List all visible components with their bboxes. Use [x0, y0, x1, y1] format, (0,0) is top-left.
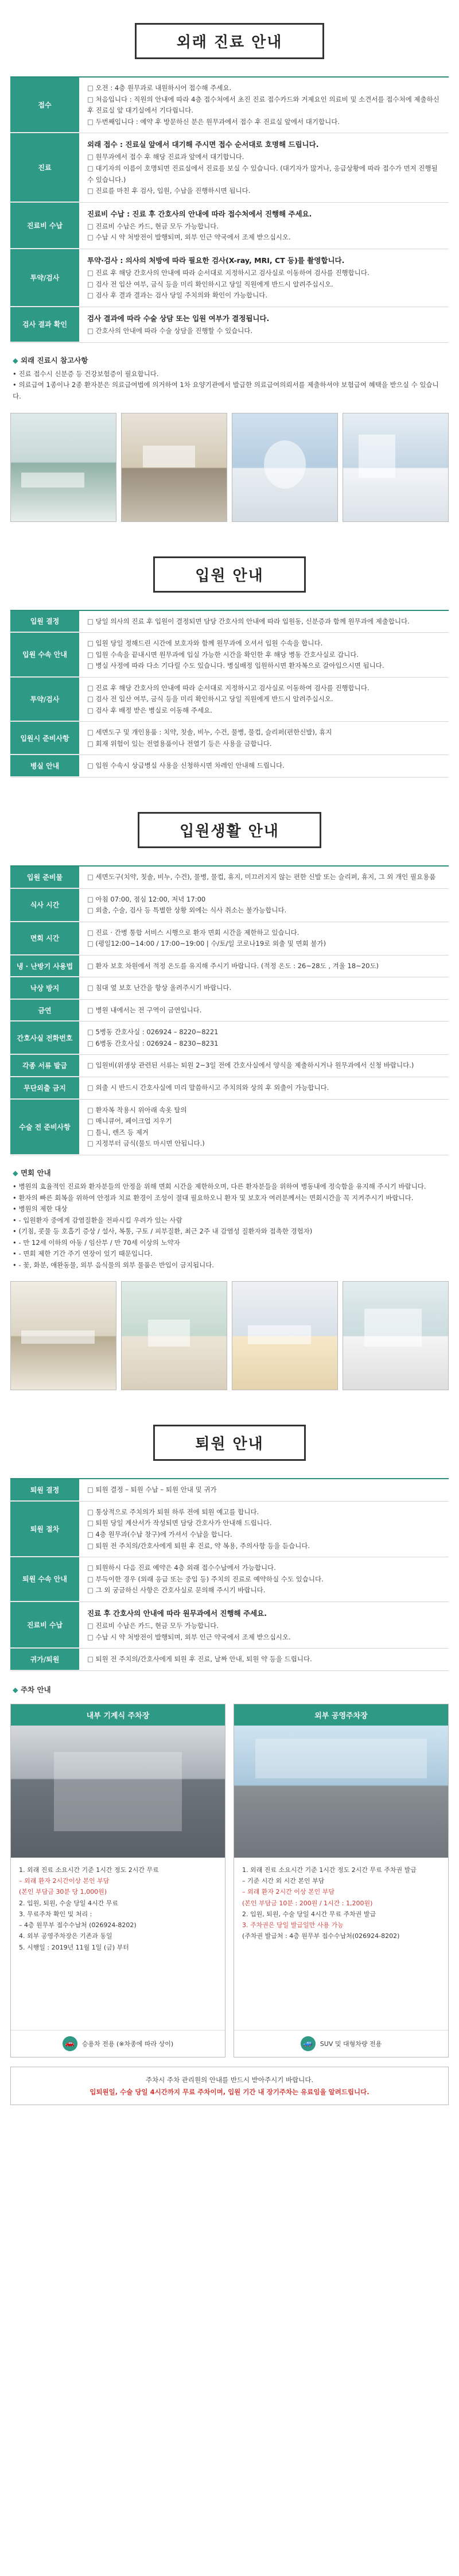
row-item: □ 5병동 간호사실 : 026924 – 8220~8221: [87, 1027, 441, 1038]
parking-item: – 외래 환자 2시간이상 본인 부담: [19, 1877, 110, 1885]
row-content: [79, 956, 449, 977]
row-label: 투약/검사: [10, 249, 79, 307]
row-label: 진료비 수납: [10, 203, 79, 249]
inpatient-table: [10, 865, 449, 1155]
external-parking-list: [234, 1858, 448, 2030]
parking-item: 3. 무료주차 확인 및 처리 :: [19, 1910, 92, 1918]
parking-columns: [10, 1704, 449, 2057]
parking-item: 5. 시행일 : 2019년 11월 1일 (금) 부터: [19, 1943, 129, 1951]
outpatient-table: [10, 76, 449, 343]
parking-item: (주차권 발급처 : 4층 원무부 접수수납처(026924-8202): [242, 1932, 400, 1940]
row-item: □ 진료비 수납은 카드, 현금 모두 가능합니다.: [87, 1620, 441, 1632]
parking-item: – 기준 시간 외 시간 본인 부담: [242, 1877, 325, 1885]
row-item: □ 검사 후 결과 결과는 검사 당일 주치의와 확인이 가능합니다.: [87, 290, 441, 301]
info-row: [10, 755, 449, 778]
info-row: [10, 1100, 449, 1155]
row-heading: 투약·검사 : 의사의 처방에 따라 필요한 검사(X-ray, MRI, CT 등)를 촬영합니다.: [87, 256, 345, 265]
parking-item: (본인 부담금 10분 : 200원 / 1시간 : 1,200원): [242, 1899, 373, 1907]
info-row: [10, 133, 449, 202]
discharge-table: [10, 1478, 449, 1670]
info-row: [10, 1602, 449, 1649]
row-item: □ 수납 시 약 처방전이 발행되며, 외부 인근 약국에서 조제 받으십시오.: [87, 1632, 441, 1643]
info-row: [10, 1479, 449, 1502]
row-item: □ 퇴원 전 주치의/간호사에게 퇴원 후 진료, 날짜 안내, 퇴원 약 등을 드립니다.: [87, 1654, 441, 1665]
info-row: [10, 611, 449, 633]
row-content: [79, 203, 449, 249]
parking-note: [13, 1684, 446, 1696]
row-item: □ 환자 보호 차원에서 적정 온도를 유지해 주시기 바랍니다. (적정 온도 : 26~28도 , 겨울 18~20도): [87, 961, 441, 972]
info-row: [10, 867, 449, 889]
row-content: [79, 1000, 449, 1022]
info-row: [10, 1557, 449, 1602]
sedan-only-label: 승용차 전용 (※차종에 따라 상이): [81, 2040, 174, 2048]
row-item: □ 오전 : 4층 원무과로 내원하시어 접수해 주세요.: [87, 83, 441, 94]
info-row: [10, 977, 449, 1000]
row-heading: 진료 후 간호사의 안내에 따라 원무과에서 진행해 주세요.: [87, 1608, 267, 1618]
xray-room-photo: [343, 413, 449, 522]
info-row: [10, 249, 449, 307]
car-icon: 🚗: [63, 2036, 77, 2051]
row-item: □ 진료 · 간병 통합 서비스 시행으로 환자 면회 시간을 제한하고 있습니다.: [87, 927, 441, 939]
row-label: 냉 · 난방기 사용법: [10, 956, 79, 977]
info-row: [10, 78, 449, 133]
row-item: □ 퇴원 전 주치의/간호사에게 퇴원 후 진료, 약 복용, 주의사항 등을 듣습니다.: [87, 1541, 441, 1552]
row-content: [79, 755, 449, 777]
parking-item: – 4층 원무부 접수수납처 (026924-8202): [19, 1921, 137, 1929]
row-label: 입원시 준비사항: [10, 722, 79, 755]
row-content: [79, 633, 449, 677]
outpatient-note-item: • 의료급여 1종이나 2종 환자분은 의료급여법에 의거하여 1차 요양기관에서 발급한 의료급여의뢰서를 제출하셔야 보험급여 혜택을 받으실 수 있습니다.: [13, 380, 446, 402]
row-content: [79, 133, 449, 202]
row-content: [79, 78, 449, 133]
row-label: 식사 시간: [10, 889, 79, 922]
row-item: □ 검사 후 배정 받은 병실로 이동해 주세요.: [87, 705, 441, 717]
row-item: □ 원무과에서 접수 후 해당 진료과 앞에서 대기합니다.: [87, 152, 441, 163]
row-label: 퇴원 절차: [10, 1502, 79, 1557]
info-row: [10, 1055, 449, 1077]
row-label: 입원 수속 안내: [10, 633, 79, 677]
external-parking-photo: [234, 1726, 448, 1858]
admission-table: [10, 610, 449, 778]
row-item: □ (평일12:00~14:00 / 17:00~19:00 | 수/토/일 코로나19로 외출 및 면회 불가): [87, 938, 441, 950]
info-row: [10, 722, 449, 755]
parking-item: 2. 입원, 퇴원, 수술 당일 4시간 무료 주차권 발급: [242, 1910, 376, 1918]
row-label: 진료: [10, 133, 79, 202]
admission-section-title: [0, 522, 459, 610]
internal-parking-list: [11, 1858, 225, 2030]
row-content: [79, 249, 449, 307]
outpatient-note-title: ◆ 외래 진료시 참고사항: [13, 354, 446, 366]
row-item: □ 환자복 착용시 위아래 속옷 탈의: [87, 1105, 441, 1116]
info-row: [10, 678, 449, 722]
inpatient-title: 입원생활 안내: [138, 812, 321, 848]
row-label: 접수: [10, 78, 79, 133]
parking-item: 1. 외래 진료 소요시간 기준 1시간 정도 2시간 무료: [19, 1866, 159, 1874]
row-item: □ 진료비 수납은 카드, 현금 모두 가능합니다.: [87, 221, 441, 233]
row-label: 귀가/퇴원: [10, 1649, 79, 1670]
row-item: □ 입원 수속을 끝내시면 원무과에 입실 가능한 시간을 확인한 후 해당 병동 간호사실로 갑니다.: [87, 649, 441, 661]
row-item: □ 병실 사정에 따라 다소 기다릴 수도 있습니다. 병실배정 입원하시면 환자복으로 갈아입으시면 됩니다.: [87, 660, 441, 672]
visit-note-item: • - 입원환자 중에게 감염질환을 전파시킬 우려가 있는 사람: [13, 1215, 446, 1227]
row-label: 금연: [10, 1000, 79, 1022]
visit-note-item: • - 꽃, 화분, 애완동물, 외부 음식물의 외부 물품은 반입이 금지됩니다.: [13, 1260, 446, 1271]
info-row: [10, 1022, 449, 1055]
internal-parking: [10, 1704, 225, 2057]
row-item: □ 입원 수속시 상급병실 사용을 신청하시면 차레인 안내해 드립니다.: [87, 760, 441, 772]
row-item: □ 수납 시 약 처방전이 발행되며, 외부 인근 약국에서 조제 받으십시오.: [87, 232, 441, 243]
row-content: [79, 977, 449, 999]
row-label: 투약/검사: [10, 678, 79, 722]
row-item: □ 회재 위험이 있는 전열용품이나 전열기 등은 사용을 금합니다.: [87, 738, 441, 750]
row-heading: 진료비 수납 : 진료 후 간호사의 안내에 따라 접수처에서 진행해 주세요.: [87, 209, 312, 218]
ward-photos: [10, 1281, 449, 1390]
row-item: □ 검사 전 입산 여부, 금식 등을 미리 확인하시고 당일 직원에게 반드시 알려주십시오.: [87, 694, 441, 705]
admission-title: 입원 안내: [153, 556, 306, 593]
row-item: □ 외출 시 반드시 간호사실에 미리 말씀하시고 주치의와 상의 후 외출이 가능합니다.: [87, 1082, 441, 1094]
row-item: □ 지정부터 금식(물도 마시면 안됩니다.): [87, 1138, 441, 1150]
row-item: □ 대기자의 이름이 호명되면 진료실에서 진료를 보실 수 있습니다. (대기자가 많거나, 응급상황에 따라 접수가 먼저 진행될 수 있습니다.): [87, 163, 441, 185]
parking-footer-line1: 주차시 주차 관리원의 안내를 반드시 받아주시기 바랍니다.: [145, 2075, 314, 2084]
row-heading: 검사 결과에 따라 수술 상담 또는 입원 여부가 결정됩니다.: [87, 314, 270, 323]
inpatient-section-title: [0, 778, 459, 865]
info-row: [10, 203, 449, 249]
row-item: □ 입원비(위생상 관련된 서류는 퇴원 2~3일 전에 간호사실에서 양식을 제출하시거나 원무과에서 신청 바랍니다.): [87, 1060, 441, 1072]
lounge-photo: [343, 1281, 449, 1390]
row-content: [79, 867, 449, 888]
row-content: [79, 1649, 449, 1670]
sedan-only: [11, 2030, 225, 2057]
row-label: 면회 시간: [10, 922, 79, 955]
info-row: [10, 307, 449, 343]
info-row: [10, 922, 449, 956]
ward-photo: [10, 1281, 116, 1390]
row-item: □ 통상적으로 주치의가 퇴원 하루 전에 퇴원 예고를 합니다.: [87, 1507, 441, 1518]
info-row: [10, 956, 449, 978]
row-content: [79, 1055, 449, 1077]
row-item: □ 병원 내에서는 전 구역이 금연입니다.: [87, 1005, 441, 1016]
discharge-title: 퇴원 안내: [153, 1425, 306, 1461]
suv-only: [234, 2030, 448, 2057]
parking-item: 3. 주차권은 당일 발급일만 사용 가능: [242, 1921, 344, 1929]
row-item: □ 입원 당일 정해드린 시간에 보호자와 함께 원무과에 오셔서 입원 수속을 합니다.: [87, 638, 441, 649]
parking-item: 4. 외부 공영주차장은 기존과 동일: [19, 1932, 112, 1940]
row-label: 입원 결정: [10, 611, 79, 633]
row-label: 퇴원 수속 안내: [10, 1557, 79, 1602]
row-item: □ 진료를 마친 후 검사, 입원, 수납을 진행하시면 됩니다.: [87, 185, 441, 197]
parking-item: (본인 부담금 30분 당 1,000원): [19, 1888, 107, 1896]
row-content: [79, 722, 449, 755]
parking-item: 1. 외래 진료 소요시간 기준 1시간 정도 2시간 무료 주차권 발급: [242, 1866, 417, 1874]
visit-note-item: • (기침, 콧물 등 호흡기 증상 / 설사, 복통, 구토 / 피부질환, 최근 2주 내 감염성 질환자와 접촉한 경험자): [13, 1226, 446, 1237]
info-row: [10, 1000, 449, 1022]
row-item: □ 그 외 궁금하신 사항은 간호사실로 문의해 주시기 바랍니다.: [87, 1585, 441, 1596]
row-item: □ 세면도구(치약, 칫솔, 비누, 수건), 물병, 물컵, 휴지, 미끄러지지 않는 편한 신발 또는 슬리퍼, 휴지, 그 외 개인 필요용품: [87, 872, 441, 883]
row-heading: 외래 접수 : 진료실 앞에서 대기해 주시면 접수 순서대로 호명해 드립니다.: [87, 140, 319, 149]
parking-note-title: ◆ 주차 안내: [13, 1684, 446, 1696]
row-item: □ 당일 의사의 진료 후 입원이 결정되면 담당 간호사의 안내에 따라 입원동, 신분증과 함께 원무과에 제출합니다.: [87, 616, 441, 628]
row-item: □ 진료 후 해당 간호사의 안내에 따라 순서대로 지정하시고 검사실로 이동하여 검사를 진행합니다.: [87, 683, 441, 694]
parking-footer-line2: 입퇴원일, 수술 당일 4시간까지 무료 주차이며, 입원 기간 내 장기주차는 유료임을 알려드립니다.: [90, 2087, 369, 2096]
row-content: [79, 1479, 449, 1501]
outpatient-photos: [10, 413, 449, 522]
visit-note-item: • 환자의 빠른 회복을 위하여 안정과 치료 환경이 조성이 절대 필요하오니 환자 및 보호자 여러분께서는 면회시간을 꼭 지켜주시기 바랍니다.: [13, 1193, 446, 1204]
row-item: □ 퇴원 당일 계산서가 작성되면 담당 간호사가 안내해 드립니다.: [87, 1518, 441, 1529]
info-row: [10, 1077, 449, 1100]
row-content: [79, 1602, 449, 1648]
external-parking-title: 외부 공영주차장: [234, 1704, 448, 1726]
row-label: 수술 전 준비사항: [10, 1100, 79, 1155]
suv-only-label: SUV 및 대형차량 전용: [320, 2040, 382, 2048]
outpatient-section-title: [0, 0, 459, 76]
row-item: □ 두번째입니다 : 예약 후 방문하신 분은 원무과에서 접수 후 진료실 앞에서 대기합니다.: [87, 117, 441, 128]
row-item: □ 세면도구 및 개인용품 : 치약, 칫솔, 비누, 수건, 물병, 물컵, 슬리퍼(편한신발), 휴지: [87, 727, 441, 738]
info-row: [10, 633, 449, 678]
visit-note: [13, 1167, 446, 1271]
mri-room-photo: [232, 413, 338, 522]
row-content: [79, 611, 449, 633]
row-label: 퇴원 결정: [10, 1479, 79, 1501]
row-label: 무단외출 금지: [10, 1077, 79, 1099]
info-row: [10, 1649, 449, 1671]
parking-item: 2. 입원, 퇴원, 수술 당일 4시간 무료: [19, 1899, 118, 1907]
row-content: [79, 1557, 449, 1602]
row-item: □ 간호사의 안내에 따라 수술 상담을 진행할 수 있습니다.: [87, 326, 441, 337]
outpatient-title: 외래 진료 안내: [135, 23, 325, 59]
visit-note-item: • 병원의 효율적인 진료와 환자분들의 안정을 위해 면회 시간을 제한하오며, 다른 환자분들을 위하여 병동내에 정숙함을 유지해 주시기 바랍니다.: [13, 1181, 446, 1193]
info-row: [10, 889, 449, 922]
outpatient-note-item: • 진료 접수시 신분증 등 건강보험증이 필요합니다.: [13, 369, 446, 380]
rehab-photo: [121, 1281, 227, 1390]
visit-note-item: • - 만 12세 이하의 아동 / 임산부 / 만 70세 이상의 노약자: [13, 1237, 446, 1249]
parking-item: – 외래 환자 2시간 이상 본인 부담: [242, 1888, 334, 1896]
row-item: □ 퇴원 결정 – 퇴원 수납 – 퇴원 안내 및 귀가: [87, 1484, 441, 1496]
row-content: [79, 1077, 449, 1099]
lobby-photo: [10, 413, 116, 522]
internal-parking-photo: [11, 1726, 225, 1858]
info-row: [10, 1502, 449, 1557]
row-item: □ 퇴원하시 다음 진료 예약은 4층 외래 접수수납에서 가능합니다.: [87, 1562, 441, 1574]
row-label: 진료비 수납: [10, 1602, 79, 1648]
row-item: □ 매니큐어, 페이크업 지우기: [87, 1116, 441, 1127]
row-content: [79, 307, 449, 342]
row-label: 각종 서류 발급: [10, 1055, 79, 1077]
row-label: 간호사실 전화번호: [10, 1022, 79, 1054]
row-label: 병실 안내: [10, 755, 79, 777]
external-parking: [234, 1704, 449, 2057]
visit-note-item: • - 면회 제한 기간 주기 연장이 있기 때문입니다.: [13, 1248, 446, 1260]
row-item: □ 검사 전 입산 여부, 금식 등을 미리 확인하시고 당일 직원에게 반드시 알려주십시오.: [87, 279, 441, 291]
row-content: [79, 889, 449, 922]
discharge-section-title: [0, 1390, 459, 1478]
row-item: □ 아침 07:00, 점심 12:00, 저녁 17:00: [87, 894, 441, 906]
row-item: □ 외출, 수술, 검사 등 특별한 상황 외에는 식사 취소는 불가능합니다.: [87, 905, 441, 916]
row-item: □ 6병동 간호사실 : 026924 – 8230~8231: [87, 1038, 441, 1050]
internal-parking-title: 내부 기계식 주차장: [11, 1704, 225, 1726]
row-content: [79, 1502, 449, 1557]
row-label: 입원 준비물: [10, 867, 79, 888]
row-item: □ 틀니, 렌즈 등 제거: [87, 1127, 441, 1139]
row-content: [79, 678, 449, 722]
row-content: [79, 1100, 449, 1155]
row-item: □ 4층 원무과(수납 창구)에 가셔서 수납을 합니다.: [87, 1529, 441, 1541]
row-content: [79, 922, 449, 955]
row-item: □ 처음입니다 : 직원의 안내에 따라 4층 접수처에서 초진 진료 접수카드와 거제요인 의료비 및 소견서를 접수처에 제출하신 후 진료실 앞 대기실에서 기다립니다.: [87, 94, 441, 117]
row-content: [79, 1022, 449, 1054]
row-item: □ 침대 옆 보호 난간을 항상 올려주시기 바랍니다.: [87, 983, 441, 994]
room-photo: [232, 1281, 338, 1390]
row-label: 낙상 방지: [10, 977, 79, 999]
visit-note-title: ◆ 면회 안내: [13, 1167, 446, 1179]
row-item: □ 진료 후 해당 간호사의 안내에 따라 순서대로 지정하시고 검사실로 이동하여 검사를 진행합니다.: [87, 268, 441, 279]
outpatient-note: [13, 354, 446, 403]
parking-footer: [10, 2067, 449, 2105]
visit-note-item: • 병원의 제한 대상: [13, 1204, 446, 1215]
row-label: 검사 결과 확인: [10, 307, 79, 342]
suv-icon: 🚙: [301, 2036, 316, 2051]
row-item: □ 부득이한 경우 (외래 응급 또는 중입 등) 주치의 진료로 예약하실 수도 있습니다.: [87, 1574, 441, 1585]
reception-photo: [121, 413, 227, 522]
